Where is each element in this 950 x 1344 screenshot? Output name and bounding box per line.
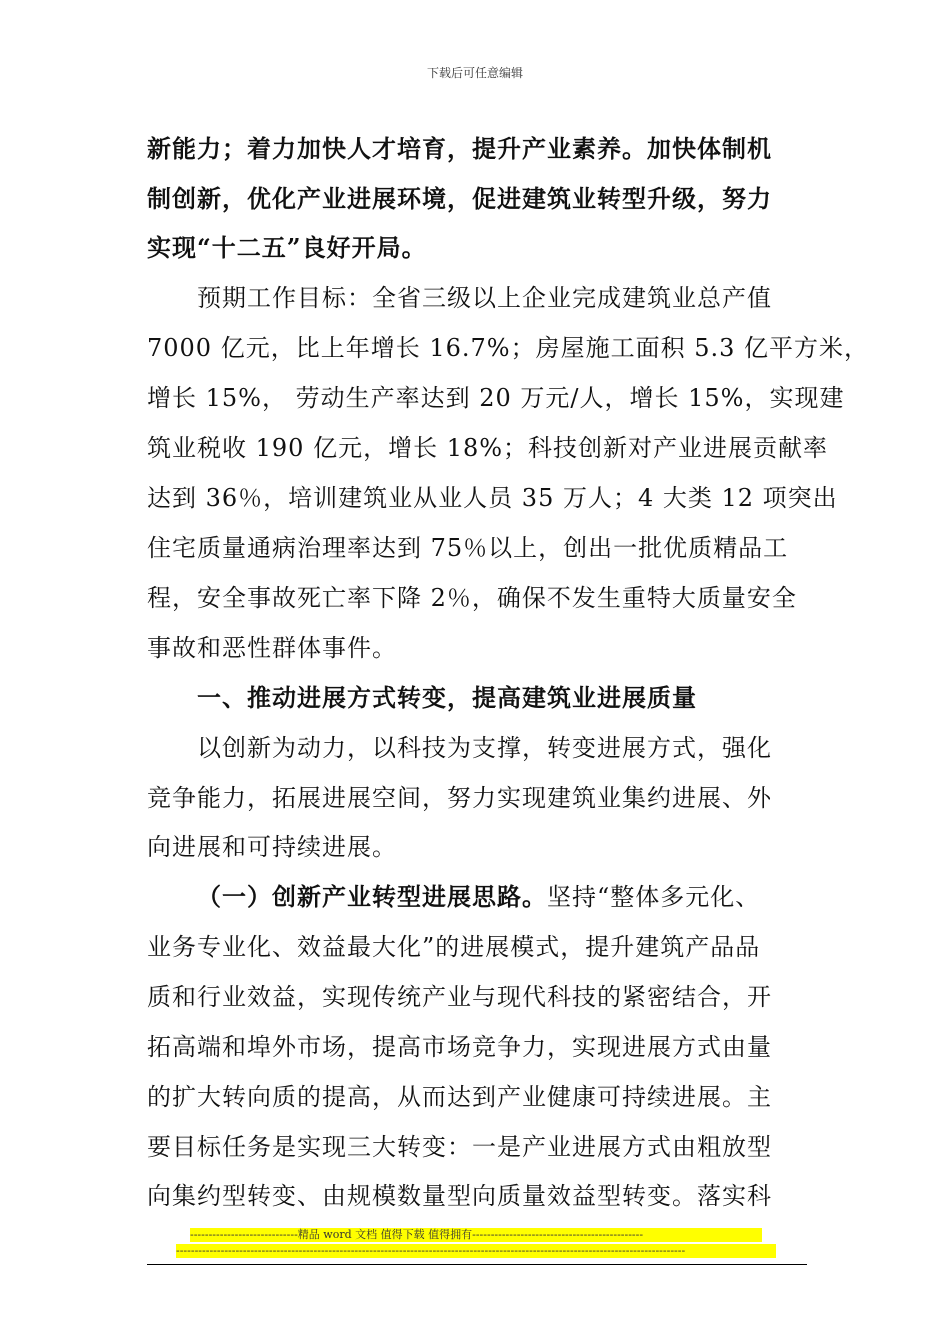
subsection-line xyxy=(197,881,760,913)
page-header: 下载后可任意编辑 xyxy=(426,66,523,80)
paragraph-line: 筑业税收 190 亿元，增长 18%；科技创新对产业进展贡献率 xyxy=(147,434,829,462)
paragraph-line: 以创新为动力，以科技为支撑，转变进展方式，强化 xyxy=(197,734,772,762)
footer-rule xyxy=(147,1264,807,1265)
paragraph-line: 事故和恶性群体事件。 xyxy=(147,634,397,662)
paragraph-line: 向进展和可持续进展。 xyxy=(147,833,397,861)
paragraph-line: 拓高端和埠外市场，提高市场竞争力，实现进展方式由量 xyxy=(147,1033,772,1061)
footer-banner: -----------------------------精品 word 文档 值得下载 值得拥有---------------------------------------------- xyxy=(190,1228,762,1242)
paragraph-line: 达到 36％，培训建筑业从业人员 35 万人；4 大类 12 项突出 xyxy=(147,484,838,512)
paragraph-line: 增长 15%， 劳动生产率达到 20 万元/人，增长 15%，实现建 xyxy=(147,384,845,412)
section-heading: 一、推动进展方式转变，提高建筑业进展质量 xyxy=(197,683,697,712)
paragraph-line: 程，安全事故死亡率下降 2％，确保不发生重特大质量安全 xyxy=(147,584,797,612)
paragraph-line: 质和行业效益，实现传统产业与现代科技的紧密结合，开 xyxy=(147,983,772,1011)
paragraph-line: 7000 亿元，比上年增长 16.7%；房屋施工面积 5.3 亿平方米， xyxy=(147,334,870,362)
paragraph-line: 新能力；着力加快人才培育，提升产业素养。加快体制机 xyxy=(147,134,772,163)
subsection-text: 坚持“整体多元化、 xyxy=(547,883,761,911)
paragraph-line: 住宅质量通病治理率达到 75％以上，创出一批优质精品工 xyxy=(147,534,789,562)
paragraph-line: 制创新，优化产业进展环境，促进建筑业转型升级，努力 xyxy=(147,184,772,213)
paragraph-line: 实现“十二五”良好开局。 xyxy=(147,233,427,262)
paragraph-line: 的扩大转向质的提高，从而达到产业健康可持续进展。主 xyxy=(147,1083,772,1111)
subsection-heading: （一）创新产业转型进展思路。 xyxy=(197,882,547,911)
paragraph-line: 要目标任务是实现三大转变：一是产业进展方式由粗放型 xyxy=(147,1133,772,1161)
footer-dashes: ----------------------------------------------------------------------------------------------------------------------------------------- xyxy=(176,1244,776,1258)
paragraph-line: 向集约型转变、由规模数量型向质量效益型转变。落实科 xyxy=(147,1182,772,1210)
paragraph-line: 竞争能力，拓展进展空间，努力实现建筑业集约进展、外 xyxy=(147,784,772,812)
paragraph-line: 业务专业化、效益最大化”的进展模式，提升建筑产品品 xyxy=(147,933,761,961)
paragraph-line: 预期工作目标：全省三级以上企业完成建筑业总产值 xyxy=(197,284,772,312)
